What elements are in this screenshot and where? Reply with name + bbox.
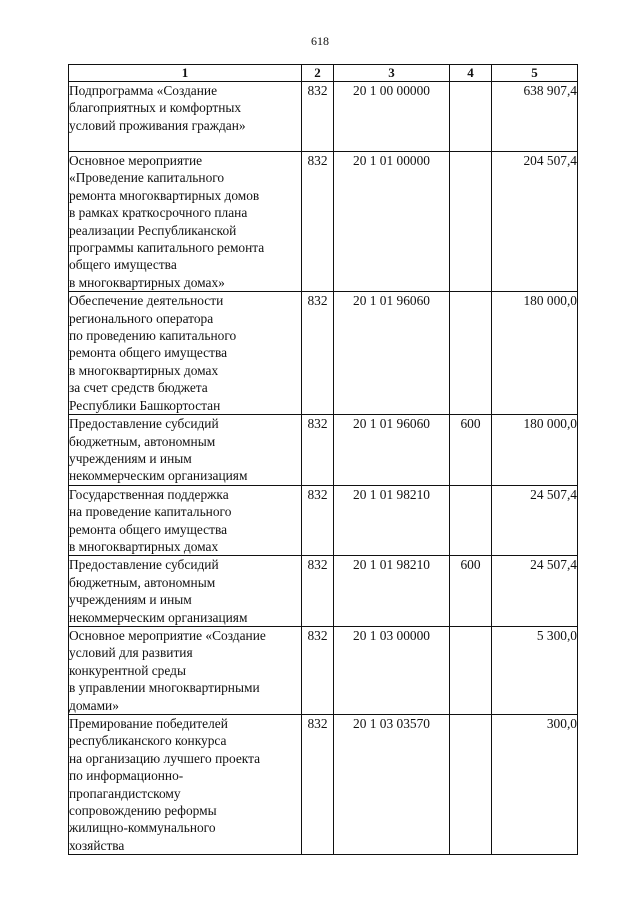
row-name-cell xyxy=(69,485,302,556)
expense-type-cell xyxy=(450,485,492,556)
row-name-line: условий проживания граждан» xyxy=(69,117,246,133)
column-header-4: 4 xyxy=(450,65,492,82)
row-name-cell xyxy=(69,82,302,152)
amount-cell: 180 000,0 xyxy=(492,292,578,415)
ministry-code-cell: 832 xyxy=(302,82,334,152)
table-row xyxy=(69,485,578,556)
row-name-line: в многоквартирных домах xyxy=(69,362,219,378)
target-code-cell: 20 1 01 00000 xyxy=(334,152,450,292)
row-name-line: хозяйства xyxy=(69,837,125,853)
ministry-code-cell: 832 xyxy=(302,152,334,292)
row-name-line: Республики Башкортостан xyxy=(69,397,221,413)
target-code-cell: 20 1 00 00000 xyxy=(334,82,450,152)
column-header-5: 5 xyxy=(492,65,578,82)
amount-cell: 5 300,0 xyxy=(492,626,578,714)
row-name-cell xyxy=(69,152,302,292)
row-name-line: в многоквартирных домах» xyxy=(69,274,225,290)
expense-type-cell xyxy=(450,626,492,714)
table-row xyxy=(69,626,578,714)
budget-table xyxy=(68,64,578,855)
row-name-line: Предоставление субсидий xyxy=(69,416,219,432)
row-name-line: некоммерческим организациям xyxy=(69,468,248,484)
row-name-line: в рамках краткосрочного плана xyxy=(69,205,248,221)
expense-type-cell xyxy=(450,292,492,415)
row-name-cell xyxy=(69,715,302,855)
row-name-line: ремонта общего имущества xyxy=(69,521,228,537)
ministry-code-cell: 832 xyxy=(302,556,334,627)
row-name-line: общего имущества xyxy=(69,257,177,273)
row-name-line: на организацию лучшего проекта xyxy=(69,750,261,766)
row-name-line: в многоквартирных домах xyxy=(69,538,219,554)
target-code-cell: 20 1 03 03570 xyxy=(334,715,450,855)
table-row xyxy=(69,556,578,627)
row-name-line: Основное мероприятие xyxy=(69,153,203,168)
amount-cell: 180 000,0 xyxy=(492,415,578,486)
row-name-line: программы капитального ремонта xyxy=(69,240,265,256)
row-name-line: бюджетным, автономным xyxy=(69,433,216,449)
row-name-cell xyxy=(69,292,302,415)
table-row xyxy=(69,292,578,415)
table-row xyxy=(69,415,578,486)
ministry-code-cell: 832 xyxy=(302,626,334,714)
expense-type-cell xyxy=(450,152,492,292)
ministry-code-cell: 832 xyxy=(302,485,334,556)
amount-cell: 24 507,4 xyxy=(492,556,578,627)
expense-type-cell xyxy=(450,82,492,152)
row-name-line: «Проведение капитального xyxy=(69,170,225,186)
table-header-row xyxy=(69,65,578,82)
amount-cell: 638 907,4 xyxy=(492,82,578,152)
ministry-code-cell: 832 xyxy=(302,715,334,855)
expense-type-cell: 600 xyxy=(450,415,492,486)
column-header-1: 1 xyxy=(69,65,302,82)
row-name-line: жилищно-коммунального xyxy=(69,820,216,836)
ministry-code-cell: 832 xyxy=(302,292,334,415)
row-name-line: некоммерческим организациям xyxy=(69,609,248,625)
page-number: 618 xyxy=(311,34,329,48)
row-name-line: Подпрограмма «Создание xyxy=(69,83,218,98)
row-name-line: реализации Республиканской xyxy=(69,222,237,238)
amount-cell: 204 507,4 xyxy=(492,152,578,292)
row-name-cell xyxy=(69,415,302,486)
target-code-cell: 20 1 01 98210 xyxy=(334,556,450,627)
row-name-line: учреждениям и иным xyxy=(69,450,192,466)
row-name-line: Предоставление субсидий xyxy=(69,557,219,573)
row-name-line: Премирование победителей xyxy=(69,716,228,731)
table-row xyxy=(69,82,578,152)
expense-type-cell xyxy=(450,715,492,855)
amount-cell: 300,0 xyxy=(492,715,578,855)
row-name-line: регионального оператора xyxy=(69,310,214,326)
row-name-line: домами» xyxy=(69,697,119,713)
row-name-line: конкурентной среды xyxy=(69,662,186,678)
row-name-line: благоприятных и комфортных xyxy=(69,100,242,116)
row-name-line: Обеспечение деятельности xyxy=(69,293,224,309)
target-code-cell: 20 1 01 96060 xyxy=(334,292,450,415)
row-name-line: в управлении многоквартирными xyxy=(69,680,260,696)
target-code-cell: 20 1 03 00000 xyxy=(334,626,450,714)
row-name-line: по информационно- xyxy=(69,768,184,784)
amount-cell: 24 507,4 xyxy=(492,485,578,556)
table-body xyxy=(69,82,578,855)
row-name-line: по проведению капитального xyxy=(69,328,237,344)
row-name-line: бюджетным, автономным xyxy=(69,574,216,590)
row-name-cell xyxy=(69,626,302,714)
row-name-line: сопровождению реформы xyxy=(69,803,217,819)
column-header-2: 2 xyxy=(302,65,334,82)
row-name-line: ремонта многоквартирных домов xyxy=(69,187,260,203)
row-name-line: учреждениям и иным xyxy=(69,592,192,608)
row-name-line: на проведение капитального xyxy=(69,504,232,520)
row-name-line: Основное мероприятие «Создание xyxy=(69,627,266,643)
row-name-line: пропагандистскому xyxy=(69,785,181,801)
expense-type-cell: 600 xyxy=(450,556,492,627)
column-header-3: 3 xyxy=(334,65,450,82)
row-name-line: Государственная поддержка xyxy=(69,486,229,502)
row-name-line: республиканского конкурса xyxy=(69,733,227,749)
target-code-cell: 20 1 01 98210 xyxy=(334,485,450,556)
row-name-line: за счет средств бюджета xyxy=(69,380,208,396)
ministry-code-cell: 832 xyxy=(302,415,334,486)
table-row xyxy=(69,715,578,855)
target-code-cell: 20 1 01 96060 xyxy=(334,415,450,486)
row-name-cell xyxy=(69,556,302,627)
row-name-line: ремонта общего имущества xyxy=(69,345,228,361)
table-row xyxy=(69,152,578,292)
row-name-line: условий для развития xyxy=(69,645,193,661)
